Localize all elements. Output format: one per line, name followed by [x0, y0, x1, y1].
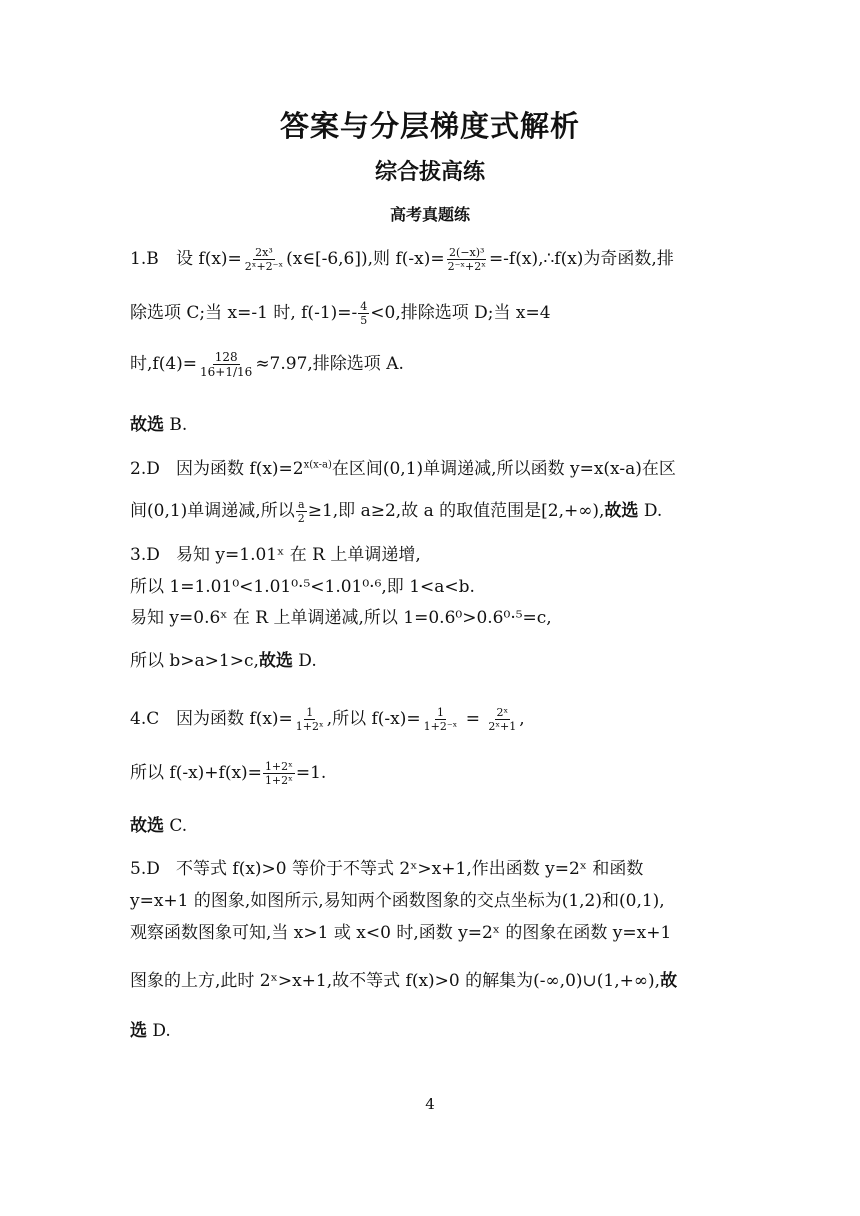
q5-line-3: 观察函数图象可知,当 x>1 或 x<0 时,函数 y=2ˣ 的图象在函数 y=x+1: [130, 923, 672, 943]
section-title: 综合拔高练: [374, 160, 485, 185]
q1-line-1: 1.B 设 f(x)= $\frac{\text{2x³}}{\text{2ˣ+2⁻ˣ}}$ (x∈[-6,6]),则 f(-x)= $\frac{\text{2(−x)³}}{\text{2⁻ˣ+2ˣ}}$ =-f(x),∴f(x)为奇函数,排: [130, 246, 674, 273]
q4-number: 4.C: [130, 709, 160, 729]
fraction: $\frac{1}{\text{1+2⁻ˣ}}$: [423, 706, 458, 733]
q4-line-2: 所以 f(-x)+f(x)= $\frac{\text{1+2ˣ}}{\text{1+2ˣ}}$ =1.: [130, 760, 327, 787]
fraction: $\frac{\text{2x³}}{\text{2ˣ+2⁻ˣ}}$: [244, 246, 284, 273]
q3-line-3: 易知 y=0.6ˣ 在 R 上单调递减,所以 1=0.6⁰>0.6⁰·⁵=c,: [130, 608, 552, 628]
fraction: $\frac{\text{1+2ˣ}}{\text{1+2ˣ}}$: [264, 760, 293, 787]
q1-line-2: 除选项 C;当 x=-1 时, f(-1)=- $\frac{4}{5}$ <0,排除选项 D;当 x=4: [130, 300, 551, 327]
q2-number: 2.D: [130, 459, 160, 479]
fraction: $\frac{\text{2ˣ}}{\text{2ˣ+1}}$: [488, 706, 517, 733]
q4-line-1: 4.C 因为函数 f(x)= $\frac{1}{\text{1+2ˣ}}$ ,所以 f(-x)= $\frac{1}{\text{1+2⁻ˣ}}$ = $\frac{\text{2ˣ}}{\text{2ˣ+1}}$ ,: [130, 706, 525, 733]
q5-answer: 选 D.: [130, 1021, 171, 1041]
fraction: $\frac{128}{16+1/16}$: [200, 350, 253, 379]
q3-answer: 所以 b>a>1>c,故选 D.: [130, 651, 317, 671]
document-title: 答案与分层梯度式解析: [279, 109, 580, 143]
q5-number: 5.D: [130, 859, 160, 879]
fraction: $\frac{a}{2}$: [297, 498, 305, 525]
q4-answer: 故选 C.: [130, 816, 188, 836]
q1-answer: 故选 B.: [130, 415, 188, 435]
fraction: $\frac{1}{\text{1+2ˣ}}$: [295, 706, 324, 733]
fraction: $\frac{4}{5}$: [360, 300, 368, 327]
q2-line-2: 间(0,1)单调递减,所以 $\frac{a}{2}$ ≥1,即 a≥2,故 a 的取值范围是[2,+∞),故选 D.: [130, 498, 663, 525]
subsection-title: 高考真题练: [389, 205, 470, 224]
q3-number: 3.D: [130, 545, 160, 565]
q2-line-1: 2.D 因为函数 $f(x)=2^{x(x-a)}$在区间(0,1)单调递减,所以函数 y=x(x-a)在区: [130, 459, 676, 479]
q5-line-2: y=x+1 的图象,如图所示,易知两个函数图象的交点坐标为(1,2)和(0,1),: [130, 891, 665, 911]
q1-line-3: 时,f(4)= $\frac{128}{16+1/16}$ ≈7.97,排除选项 A.: [130, 350, 404, 379]
q5-line-1: 5.D 不等式 f(x)>0 等价于不等式 2ˣ>x+1,作出函数 y=2ˣ 和函数: [130, 859, 644, 879]
q1-number: 1.B: [130, 249, 159, 269]
q3-line-2: 所以 1=1.01⁰<1.01⁰·⁵<1.01⁰·⁶,即 1<a<b.: [130, 577, 475, 597]
q3-line-1: 3.D 易知 y=1.01ˣ 在 R 上单调递增,: [130, 545, 421, 565]
q5-line-4: 图象的上方,此时 2ˣ>x+1,故不等式 f(x)>0 的解集为(-∞,0)∪(1,+∞),故: [130, 971, 678, 991]
fraction: $\frac{\text{2(−x)³}}{\text{2⁻ˣ+2ˣ}}$: [447, 246, 486, 273]
page-number: 4: [425, 1095, 435, 1113]
